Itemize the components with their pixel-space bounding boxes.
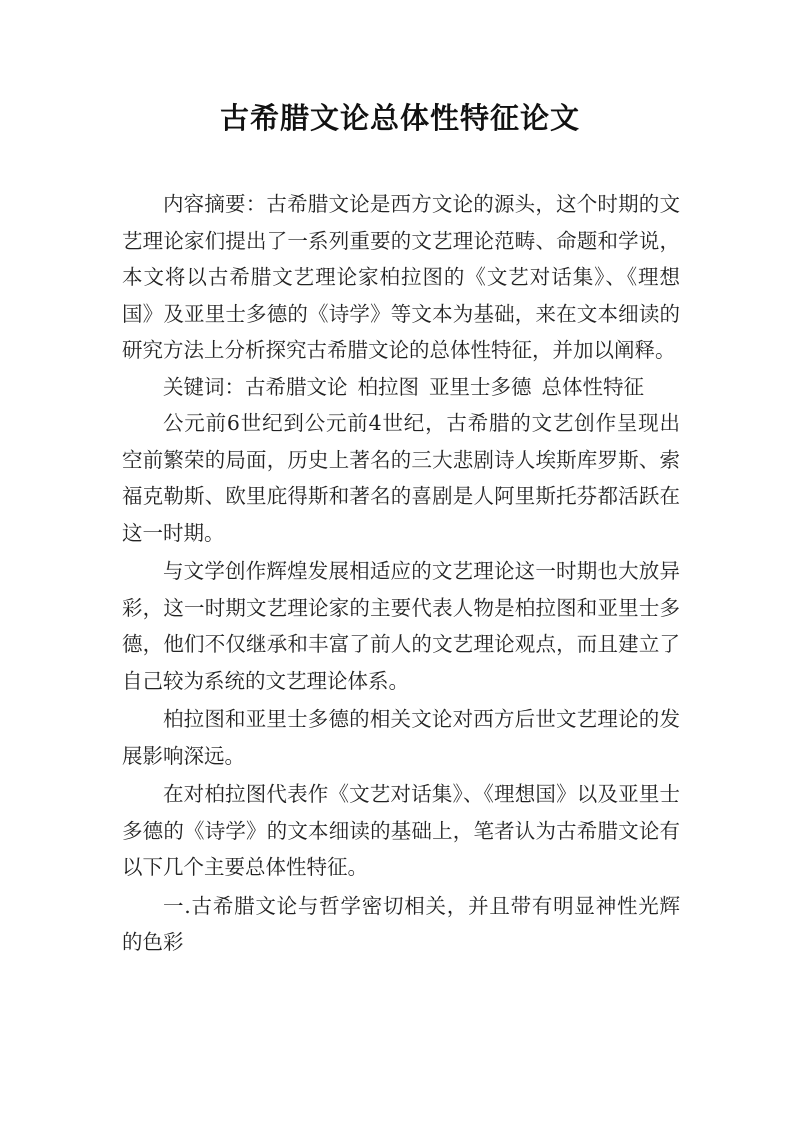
section-heading: 一.古希腊文论与哲学密切相关，并且带有明显神性光辉的色彩 <box>122 893 680 954</box>
keywords-line <box>122 369 680 406</box>
body-paragraph: 公元前6世纪到公元前4世纪，古希腊的文艺创作呈现出空前繁荣的局面，历史上著名的三大悲剧诗人埃斯库罗斯、索福克勒斯、欧里庇得斯和著名的喜剧是人阿里斯托芬都活跃在这一时期。 <box>122 411 680 545</box>
body-paragraph: 与文学创作辉煌发展相适应的文艺理论这一时期也大放异彩，这一时期文艺理论家的主要代表人物是柏拉图和亚里士多德，他们不仅继承和丰富了前人的文艺理论观点，而且建立了自己较为系统的文艺理论体系。 <box>122 559 680 693</box>
keyword-item: 亚里士多德 <box>429 374 532 399</box>
keyword-item: 总体性特征 <box>541 374 644 399</box>
abstract-paragraph: 内容摘要：古希腊文论是西方文论的源头，这个时期的文艺理论家们提出了一系列重要的文艺理论范畴、命题和学说，本文将以古希腊文艺理论家柏拉图的《文艺对话集》、《理想国》及亚里士多德的《诗学》等文本为基础，来在文本细读的研究方法上分析探究古希腊文论的总体性特征，并加以阐释。 <box>122 192 680 362</box>
keyword-item: 古希腊文论 <box>245 374 348 399</box>
keyword-item: 柏拉图 <box>357 374 419 399</box>
body-paragraph: 在对柏拉图代表作《文艺对话集》、《理想国》以及亚里士多德的《诗学》的文本细读的基础上，笔者认为古希腊文论有以下几个主要总体性特征。 <box>122 782 680 879</box>
document-title: 古希腊文论总体性特征论文 <box>219 101 580 135</box>
body-paragraph: 柏拉图和亚里士多德的相关文论对西方后世文艺理论的发展影响深远。 <box>122 707 680 768</box>
document-body <box>122 186 680 961</box>
keywords-label: 关键词： <box>163 374 245 399</box>
